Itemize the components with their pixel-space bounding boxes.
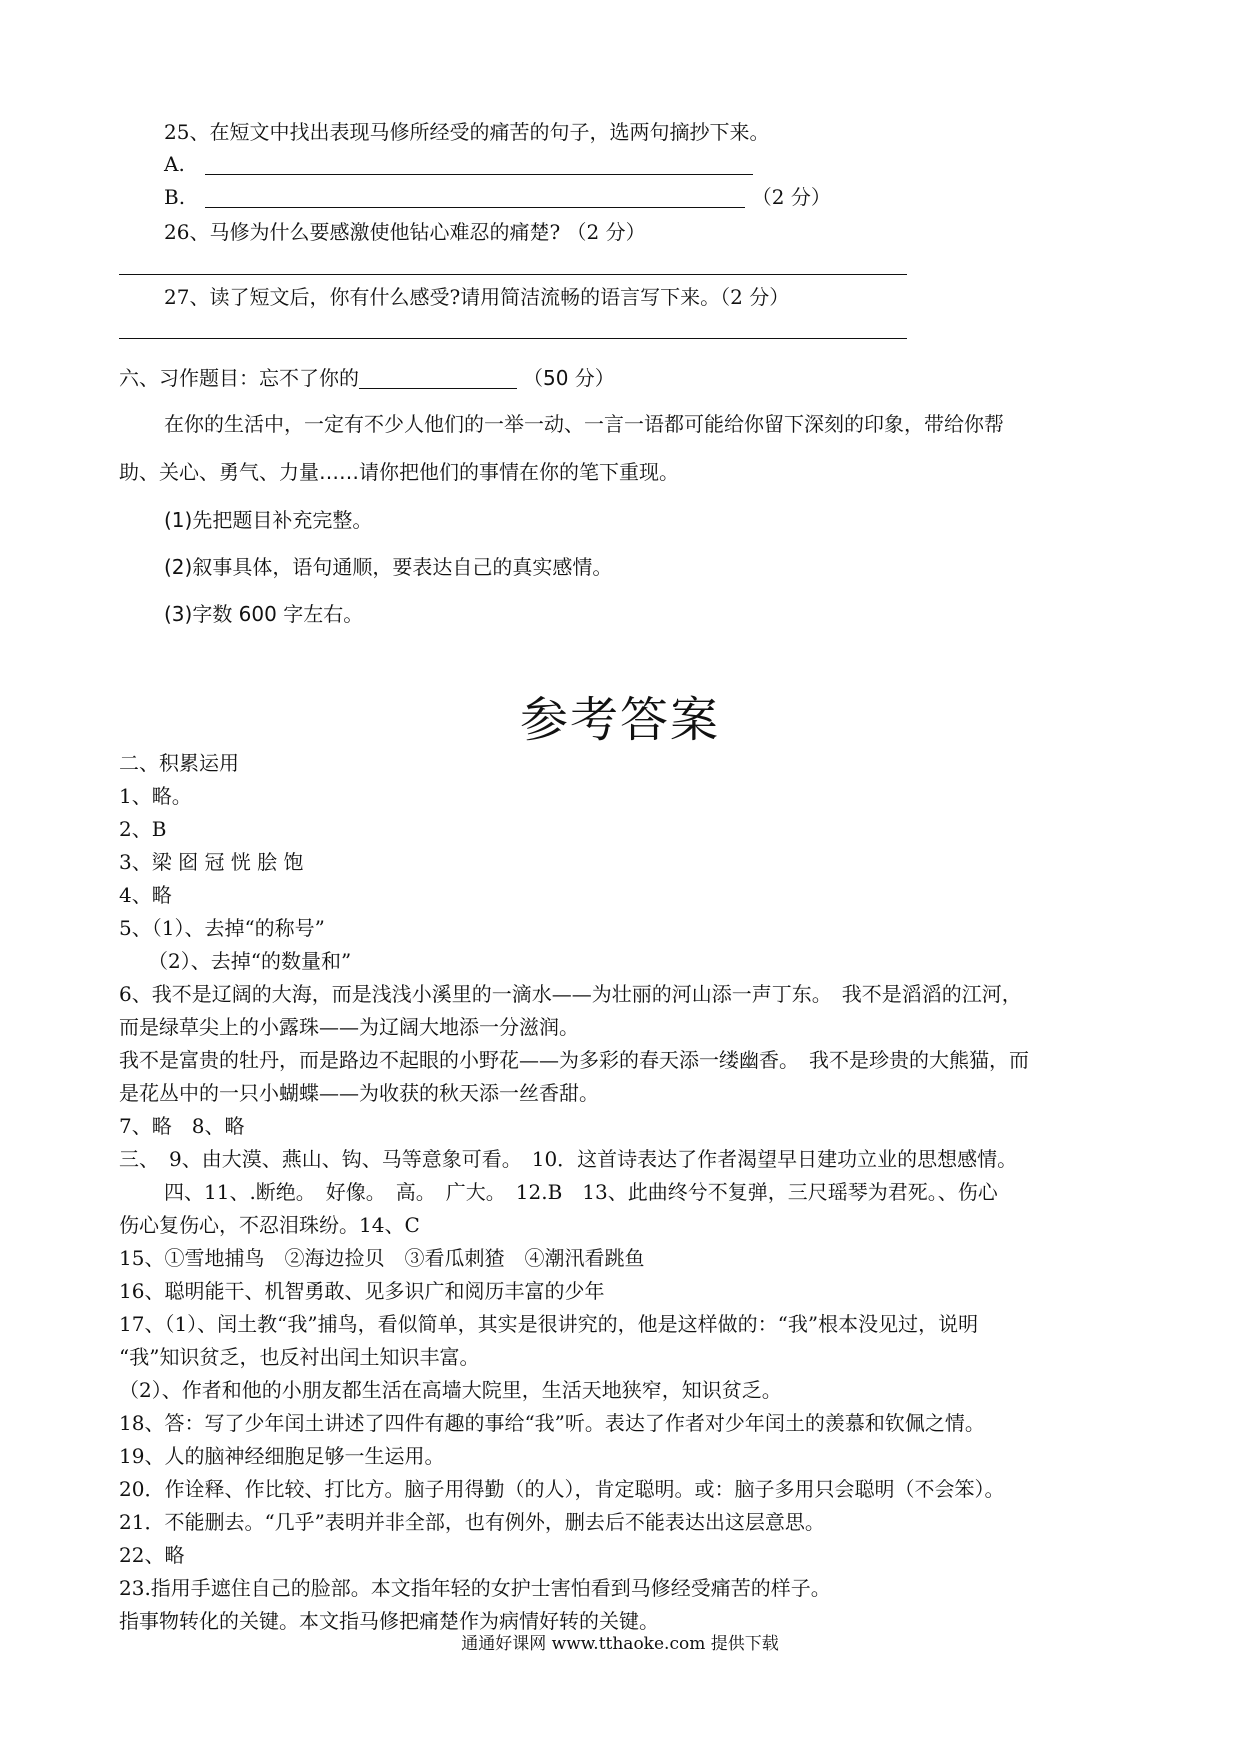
question-27: 27、读了短文后，你有什么感受?请用简洁流畅的语言写下来。（2 分） (164, 285, 790, 309)
answer-line: 二、积累运用 (119, 751, 239, 775)
composition-title-blank[interactable] (359, 368, 517, 389)
page-footer: 通通好课网 www.tthaoke.com 提供下载 (461, 1634, 779, 1654)
answer-line: 4、略 (119, 883, 172, 907)
answer-line: 7、略 8、略 (119, 1114, 245, 1138)
composition-prompt (119, 364, 615, 392)
answer-line: 22、略 (119, 1543, 185, 1567)
answer-line: 21．不能删去。“几乎”表明并非全部，也有例外，删去后不能表达出这层意思。 (119, 1510, 825, 1534)
answer-line: 23.指用手遮住自己的脸部。本文指年轻的女护士害怕看到马修经受痛苦的样子。 (119, 1576, 831, 1600)
answer-line: 17、（1）、闰土教“我”捕鸟，看似简单，其实是很讲究的，他是这样做的：“我”根本没见过，说明 (119, 1312, 979, 1336)
answer-line: “我”知识贫乏，也反衬出闰土知识丰富。 (119, 1345, 480, 1369)
answer-line: 18、答：写了少年闰土讲述了四件有趣的事给“我”听。表达了作者对少年闰土的羡慕和钦佩之情。 (119, 1411, 985, 1435)
answer-line: 6、我不是辽阔的大海，而是浅浅小溪里的一滴水——为壮丽的河山添一声丁东。 我不是滔滔的江河， (119, 982, 1022, 1006)
answer-line: 而是绿草尖上的小露珠——为辽阔大地添一分滋润。 (119, 1015, 579, 1039)
answer-line: （2）、去掉“的数量和” (148, 949, 352, 973)
option-a-label: A. (164, 152, 185, 176)
question-25-option-b (164, 183, 831, 211)
answer-line: 2、B (119, 817, 167, 841)
answer-line: 四、11、.断绝。 好像。 高。 广大。 12.B 13、此曲终兮不复弹，三尺瑶琴为君死。、伤心 (164, 1180, 998, 1204)
composition-intro-line-2: 助、关心、勇气、力量……请你把他们的事情在你的笔下重现。 (119, 460, 679, 484)
answer-line: 指事物转化的关键。本文指马修把痛楚作为病情好转的关键。 (119, 1609, 659, 1633)
composition-prompt-text: 六、习作题目：忘不了你的 (119, 366, 359, 390)
question-26: 26、马修为什么要感激使他钻心难忍的痛楚? （2 分） (164, 220, 646, 244)
composition-requirement-1: (1)先把题目补充完整。 (164, 508, 373, 532)
question-25-option-a (164, 150, 753, 178)
answer-line-27[interactable] (119, 338, 907, 339)
answer-line: 15、①雪地捕鸟 ②海边捡贝 ③看瓜刺猹 ④潮汛看跳鱼 (119, 1246, 645, 1270)
answer-line: 19、人的脑神经细胞足够一生运用。 (119, 1444, 445, 1468)
answer-line: 伤心复伤心，不忍泪珠纷。14、C (119, 1213, 420, 1237)
answer-line: 5、（1）、去掉“的称号” (119, 916, 325, 940)
composition-intro-line-1: 在你的生活中，一定有不少人他们的一举一动、一言一语都可能给你留下深刻的印象，带给你帮 (164, 412, 1004, 436)
answer-blank-a[interactable] (205, 154, 753, 175)
question-25: 25、在短文中找出表现马修所经受的痛苦的句子，选两句摘抄下来。 (164, 120, 770, 144)
answer-blank-b[interactable] (205, 187, 745, 208)
answer-line: 20．作诠释、作比较、打比方。脑子用得勤（的人），肯定聪明。或：脑子多用只会聪明（不会笨）。 (119, 1477, 1005, 1501)
composition-requirement-3: (3)字数 600 字左右。 (164, 602, 364, 626)
answer-line: 1、略。 (119, 784, 192, 808)
answer-line: 三、 9、由大漠、燕山、钩、马等意象可看。 10．这首诗表达了作者渴望早日建功立业的思想感情。 (119, 1147, 1018, 1171)
answer-line: 是花丛中的一只小蝴蝶——为收获的秋天添一丝香甜。 (119, 1081, 599, 1105)
option-b-label: B. (164, 185, 186, 209)
composition-score: （50 分） (523, 366, 615, 390)
composition-requirement-2: (2)叙事具体，语句通顺，要表达自己的真实感情。 (164, 555, 613, 579)
answer-key-title: 参考答案 (519, 692, 720, 748)
answer-line: 3、梁 囵 冠 恍 脍 饱 (119, 850, 304, 874)
option-b-score: （2 分） (751, 185, 831, 209)
answer-line: 16、聪明能干、机智勇敢、见多识广和阅历丰富的少年 (119, 1279, 605, 1303)
answer-line: （2）、作者和他的小朋友都生活在高墙大院里，生活天地狭窄，知识贫乏。 (119, 1378, 782, 1402)
answer-line: 我不是富贵的牡丹，而是路边不起眼的小野花——为多彩的春天添一缕幽香。 我不是珍贵的大熊猫，而 (119, 1048, 1029, 1072)
answer-line-26[interactable] (119, 274, 907, 275)
